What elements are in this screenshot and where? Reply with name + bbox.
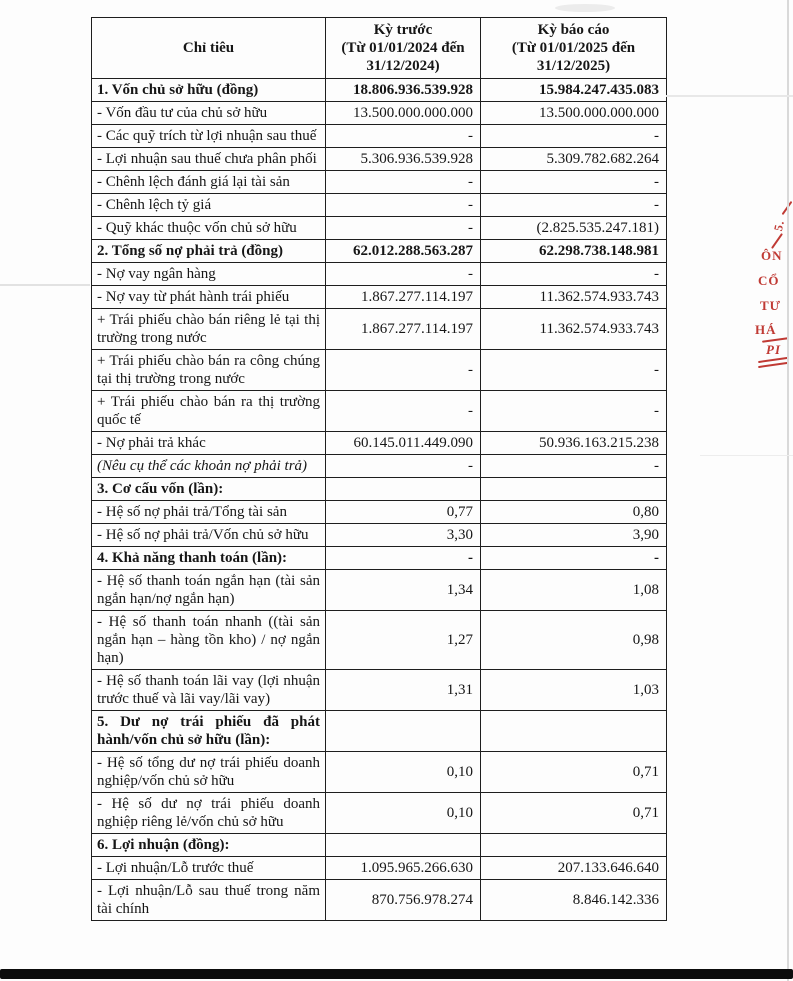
- report-period-value: -: [481, 455, 667, 478]
- table-row: [92, 79, 667, 102]
- report-period-value: -: [481, 125, 667, 148]
- report-period-value: 62.298.738.148.981: [481, 240, 667, 263]
- prev-period-value: 870.756.978.274: [326, 880, 481, 921]
- report-period-value: [481, 478, 667, 501]
- row-label: 3. Cơ cấu vốn (lần):: [92, 478, 326, 501]
- row-label: 4. Khả năng thanh toán (lần):: [92, 547, 326, 570]
- table-row: [92, 240, 667, 263]
- prev-period-value: -: [326, 547, 481, 570]
- row-label: (Nêu cụ thể các khoản nợ phải trả): [92, 455, 326, 478]
- prev-period-value: 1,34: [326, 570, 481, 611]
- report-period-value: -: [481, 391, 667, 432]
- prev-period-value: [326, 834, 481, 857]
- row-label: + Trái phiếu chào bán ra thị trường quốc tế: [92, 391, 326, 432]
- table-row: [92, 547, 667, 570]
- prev-period-value: -: [326, 455, 481, 478]
- report-period-value: -: [481, 263, 667, 286]
- report-period-value: 11.362.574.933.743: [481, 286, 667, 309]
- prev-period-value: 1.867.277.114.197: [326, 309, 481, 350]
- report-period-value: -: [481, 350, 667, 391]
- row-label: - Hệ số dư nợ trái phiếu doanh nghiệp riêng lẻ/vốn chủ sở hữu: [92, 793, 326, 834]
- stamp-stroke: [758, 362, 788, 368]
- row-label: - Chênh lệch tỷ giá: [92, 194, 326, 217]
- row-label: 1. Vốn chủ sở hữu (đồng): [92, 79, 326, 102]
- table-row: [92, 263, 667, 286]
- row-label: - Hệ số thanh toán ngắn hạn (tài sản ngắn hạn/nợ ngắn hạn): [92, 570, 326, 611]
- prev-period-value: -: [326, 125, 481, 148]
- prev-period-value: 62.012.288.563.287: [326, 240, 481, 263]
- prev-period-value: -: [326, 391, 481, 432]
- scan-edge-bar: [0, 969, 793, 979]
- stamp-fragment-number: 5.: [771, 218, 788, 233]
- table-row: [92, 286, 667, 309]
- prev-period-value: 3,30: [326, 524, 481, 547]
- report-period-value: [481, 711, 667, 752]
- row-label: - Nợ phải trả khác: [92, 432, 326, 455]
- table-row: [92, 793, 667, 834]
- row-label: - Hệ số thanh toán nhanh ((tài sản ngắn hạn – hàng tồn kho) / nợ ngắn hạn): [92, 611, 326, 670]
- row-label: - Lợi nhuận sau thuế chưa phân phối: [92, 148, 326, 171]
- report-period-value: 207.133.646.640: [481, 857, 667, 880]
- report-period-value: 1,03: [481, 670, 667, 711]
- header-prev-period-range-start: (Từ 01/01/2024 đến: [341, 40, 465, 56]
- report-period-value: 50.936.163.215.238: [481, 432, 667, 455]
- row-label: - Nợ vay từ phát hành trái phiếu: [92, 286, 326, 309]
- report-period-value: 11.362.574.933.743: [481, 309, 667, 350]
- table-row: [92, 670, 667, 711]
- row-label: 2. Tổng số nợ phải trả (đồng): [92, 240, 326, 263]
- table-row: [92, 391, 667, 432]
- row-label: - Hệ số tổng dư nợ trái phiếu doanh nghiệp/vốn chủ sở hữu: [92, 752, 326, 793]
- row-label: - Vốn đầu tư của chủ sở hữu: [92, 102, 326, 125]
- stamp-fragment-tu: TƯ: [760, 298, 782, 313]
- header-criteria: Chỉ tiêu: [92, 18, 326, 79]
- report-period-value: 8.846.142.336: [481, 880, 667, 921]
- page-edge-line: [787, 0, 789, 981]
- table-row: [92, 217, 667, 240]
- table-row: [92, 611, 667, 670]
- header-report-period-range-start: (Từ 01/01/2025 đến: [511, 40, 636, 56]
- stamp-stroke: [771, 233, 783, 249]
- prev-period-value: -: [326, 263, 481, 286]
- row-label: - Nợ vay ngân hàng: [92, 263, 326, 286]
- table-row: [92, 148, 667, 171]
- report-period-value: -: [481, 194, 667, 217]
- row-label: - Quỹ khác thuộc vốn chủ sở hữu: [92, 217, 326, 240]
- report-period-value: 0,80: [481, 501, 667, 524]
- table-row: [92, 857, 667, 880]
- prev-period-value: -: [326, 350, 481, 391]
- table-row: [92, 524, 667, 547]
- header-report-period-title: Kỳ báo cáo: [537, 22, 610, 38]
- prev-period-value: 1.095.965.266.630: [326, 857, 481, 880]
- stamp-stroke: [782, 201, 793, 215]
- table-row: [92, 309, 667, 350]
- prev-period-value: 18.806.936.539.928: [326, 79, 481, 102]
- scan-artifact-line: [700, 455, 793, 456]
- prev-period-value: 0,10: [326, 752, 481, 793]
- scan-artifact-line: [0, 284, 90, 286]
- prev-period-value: -: [326, 171, 481, 194]
- row-label: - Lợi nhuận/Lỗ sau thuế trong năm tài chính: [92, 880, 326, 921]
- row-label: - Chênh lệch đánh giá lại tài sản: [92, 171, 326, 194]
- row-label: - Hệ số nợ phải trả/Tổng tài sản: [92, 501, 326, 524]
- prev-period-value: -: [326, 194, 481, 217]
- table-row: [92, 834, 667, 857]
- table-row: [92, 570, 667, 611]
- stamp-fragment-pi: PI: [766, 342, 781, 357]
- prev-period-value: 1,31: [326, 670, 481, 711]
- table-header-row: [92, 18, 667, 79]
- prev-period-value: 60.145.011.449.090: [326, 432, 481, 455]
- table-row: [92, 432, 667, 455]
- prev-period-value: [326, 478, 481, 501]
- table-row: [92, 455, 667, 478]
- financial-indicators-table: [91, 17, 667, 921]
- header-prev-period: [326, 18, 481, 79]
- row-label: 6. Lợi nhuận (đồng):: [92, 834, 326, 857]
- stamp-fragment-on: ÔN: [761, 248, 783, 263]
- row-label: + Trái phiếu chào bán riêng lẻ tại thị trường trong nước: [92, 309, 326, 350]
- prev-period-value: 13.500.000.000.000: [326, 102, 481, 125]
- report-period-value: 13.500.000.000.000: [481, 102, 667, 125]
- scan-artifact-line: [666, 95, 793, 97]
- prev-period-value: 5.306.936.539.928: [326, 148, 481, 171]
- table-row: [92, 880, 667, 921]
- report-period-value: -: [481, 171, 667, 194]
- row-label: + Trái phiếu chào bán ra công chúng tại thị trường trong nước: [92, 350, 326, 391]
- table-body: [92, 79, 667, 921]
- prev-period-value: [326, 711, 481, 752]
- prev-period-value: 1,27: [326, 611, 481, 670]
- report-period-value: 0,98: [481, 611, 667, 670]
- table-row: [92, 194, 667, 217]
- header-report-period-range-end: 31/12/2025): [536, 58, 611, 74]
- header-prev-period-range-end: 31/12/2024): [366, 58, 440, 74]
- report-period-value: 5.309.782.682.264: [481, 148, 667, 171]
- report-period-value: 0,71: [481, 793, 667, 834]
- header-prev-period-title: Kỳ trước: [373, 22, 433, 38]
- report-period-value: -: [481, 547, 667, 570]
- report-period-value: (2.825.535.247.181): [481, 217, 667, 240]
- prev-period-value: -: [326, 217, 481, 240]
- report-period-value: 3,90: [481, 524, 667, 547]
- row-label: - Hệ số nợ phải trả/Vốn chủ sở hữu: [92, 524, 326, 547]
- report-period-value: 0,71: [481, 752, 667, 793]
- report-period-value: 1,08: [481, 570, 667, 611]
- table-row: [92, 478, 667, 501]
- table-row: [92, 102, 667, 125]
- prev-period-value: 0,77: [326, 501, 481, 524]
- table-row: [92, 501, 667, 524]
- header-report-period: [481, 18, 667, 79]
- scan-smudge: [555, 4, 615, 12]
- stamp-fragment-co: CỔ: [758, 273, 780, 288]
- row-label: 5. Dư nợ trái phiếu đã phát hành/vốn chủ sở hữu (lần):: [92, 711, 326, 752]
- report-period-value: 15.984.247.435.083: [481, 79, 667, 102]
- table-row: [92, 350, 667, 391]
- table-row: [92, 171, 667, 194]
- row-label: - Hệ số thanh toán lãi vay (lợi nhuận trước thuế và lãi vay/lãi vay): [92, 670, 326, 711]
- table-row: [92, 752, 667, 793]
- row-label: - Các quỹ trích từ lợi nhuận sau thuế: [92, 125, 326, 148]
- table-row: [92, 711, 667, 752]
- table-row: [92, 125, 667, 148]
- stamp-fragment-ha: HÁ: [755, 322, 777, 337]
- prev-period-value: 1.867.277.114.197: [326, 286, 481, 309]
- row-label: - Lợi nhuận/Lỗ trước thuế: [92, 857, 326, 880]
- prev-period-value: 0,10: [326, 793, 481, 834]
- report-period-value: [481, 834, 667, 857]
